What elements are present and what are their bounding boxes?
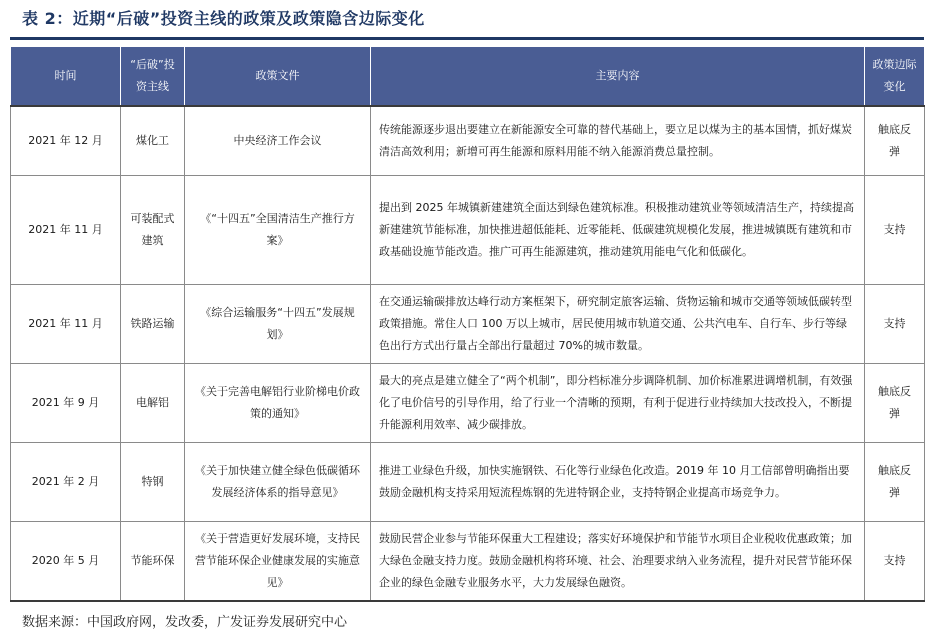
table-title: 表 2：近期“后破”投资主线的政策及政策隐含边际变化 <box>22 9 425 28</box>
cell-theme: 特钢 <box>121 443 185 522</box>
cell-content: 推进工业绿色升级，加快实施钢铁、石化等行业绿色化改造。2019 年 10 月工信部曾明确指出要鼓励金融机构支持采用短流程炼钢的先进特钢企业，支持特钢企业提高市场竞争力。 <box>371 443 865 522</box>
cell-policy: 《“十四五”全国清洁生产推行方案》 <box>185 176 371 285</box>
table-header-row <box>11 47 925 107</box>
table-row <box>11 364 925 443</box>
cell-time: 2021 年 9 月 <box>11 364 121 443</box>
cell-change: 触底反弹 <box>865 443 925 522</box>
cell-change: 触底反弹 <box>865 106 925 176</box>
header-change: 政策边际变化 <box>865 47 925 107</box>
cell-change: 支持 <box>865 522 925 602</box>
data-source-note: 数据来源：中国政府网，发改委，广发证券发展研究中心 <box>22 615 348 630</box>
cell-theme: 电解铝 <box>121 364 185 443</box>
table-row <box>11 285 925 364</box>
table-row <box>11 522 925 602</box>
policy-table <box>10 46 925 602</box>
cell-content: 传统能源逐步退出要建立在新能源安全可靠的替代基础上，要立足以煤为主的基本国情，抓好煤炭清洁高效利用；新增可再生能源和原料用能不纳入能源消费总量控制。 <box>371 106 865 176</box>
header-content: 主要内容 <box>371 47 865 107</box>
cell-time: 2021 年 12 月 <box>11 106 121 176</box>
cell-time: 2021 年 11 月 <box>11 285 121 364</box>
cell-content: 提出到 2025 年城镇新建建筑全面达到绿色建筑标准。积极推动建筑业等领域清洁生产，持续提高新建建筑节能标准，加快推进超低能耗、近零能耗、低碳建筑规模化发展，推进城镇既有建筑和市政基础设施节能改造。推广可再生能源建筑，推动建筑用能电气化和低碳化。 <box>371 176 865 285</box>
cell-policy: 《关于加快建立健全绿色低碳循环发展经济体系的指导意见》 <box>185 443 371 522</box>
cell-theme: 可装配式建筑 <box>121 176 185 285</box>
cell-theme: 节能环保 <box>121 522 185 602</box>
cell-content: 在交通运输碳排放达峰行动方案框架下，研究制定旅客运输、货物运输和城市交通等领域低碳转型政策措施。常住人口 100 万以上城市，居民使用城市轨道交通、公共汽电车、自行车、步行等绿色出行方式出行量占全部出行量超过 70%的城市数量。 <box>371 285 865 364</box>
cell-time: 2021 年 11 月 <box>11 176 121 285</box>
cell-policy: 《关于完善电解铝行业阶梯电价政策的通知》 <box>185 364 371 443</box>
cell-theme: 铁路运输 <box>121 285 185 364</box>
cell-theme: 煤化工 <box>121 106 185 176</box>
table-row <box>11 443 925 522</box>
cell-time: 2021 年 2 月 <box>11 443 121 522</box>
cell-content: 最大的亮点是建立健全了“两个机制”，即分档标准分步调降机制、加价标准累进调增机制，有效强化了电价信号的引导作用，给了行业一个清晰的预期，有利于促进行业持续加大技改投入，不断提升能源利用效率、减少碳排放。 <box>371 364 865 443</box>
cell-change: 支持 <box>865 285 925 364</box>
cell-policy: 《关于营造更好发展环境，支持民营节能环保企业健康发展的实施意见》 <box>185 522 371 602</box>
cell-change: 支持 <box>865 176 925 285</box>
title-divider <box>10 37 924 40</box>
cell-policy: 《综合运输服务“十四五”发展规划》 <box>185 285 371 364</box>
header-theme: “后破”投资主线 <box>121 47 185 107</box>
cell-change: 触底反弹 <box>865 364 925 443</box>
table-row <box>11 176 925 285</box>
cell-time: 2020 年 5 月 <box>11 522 121 602</box>
header-policy: 政策文件 <box>185 47 371 107</box>
cell-content: 鼓励民营企业参与节能环保重大工程建设；落实好环境保护和节能节水项目企业税收优惠政策；加大绿色金融支持力度。鼓励金融机构将环境、社会、治理要求纳入业务流程，提升对民营节能环保企业的绿色金融专业服务水平，大力发展绿色融资。 <box>371 522 865 602</box>
table-row <box>11 106 925 176</box>
header-time: 时间 <box>11 47 121 107</box>
cell-policy: 中央经济工作会议 <box>185 106 371 176</box>
